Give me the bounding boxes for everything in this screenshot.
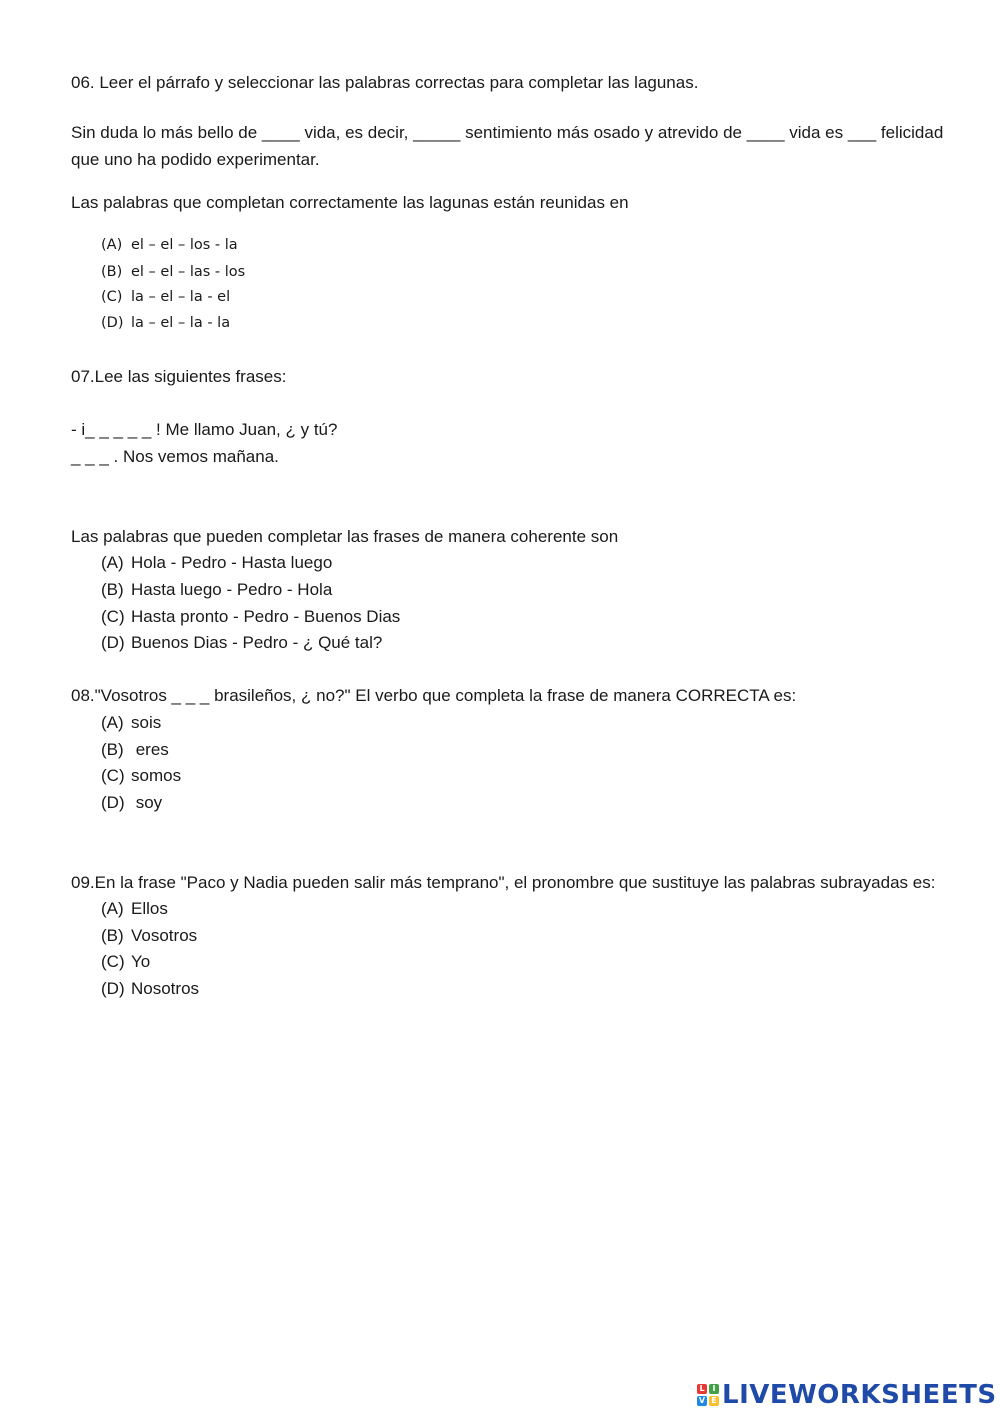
option-text: Vosotros	[131, 926, 198, 945]
option-letter: (B)	[101, 740, 124, 759]
question-06-option-b[interactable]	[101, 262, 245, 282]
option-letter: (A)	[101, 713, 124, 732]
question-09-option-b[interactable]	[101, 926, 197, 946]
option-letter: (C)	[101, 607, 125, 626]
option-letter: (B)	[101, 264, 123, 280]
question-07-stem: Las palabras que pueden completar las frases de manera coherente son	[71, 527, 619, 546]
option-letter: (D)	[101, 793, 125, 812]
option-text: Hasta luego - Pedro - Hola	[131, 580, 333, 599]
question-06-option-c[interactable]	[101, 287, 230, 307]
option-letter: (D)	[101, 979, 125, 998]
question-07-prompt: 07.Lee las siguientes frases:	[71, 367, 287, 386]
option-text: el – el – las - los	[131, 264, 246, 280]
logo-grid-icon	[697, 1384, 719, 1406]
option-letter: (B)	[101, 580, 124, 599]
option-text: Buenos Dias - Pedro - ¿ Qué tal?	[131, 633, 383, 652]
question-07-option-c[interactable]	[101, 607, 400, 627]
question-07-option-a[interactable]	[101, 553, 332, 573]
option-text: soy	[131, 793, 163, 812]
option-letter: (B)	[101, 926, 124, 945]
question-06-stem: Las palabras que completan correctamente las lagunas están reunidas en	[71, 193, 629, 212]
option-text: somos	[131, 766, 182, 785]
question-06-option-a[interactable]	[101, 235, 238, 255]
option-letter: (A)	[101, 237, 123, 253]
logo-tile: I	[709, 1384, 719, 1394]
option-text: Yo	[131, 952, 151, 971]
question-07-option-b[interactable]	[101, 580, 332, 600]
question-06-paragraph-line1: Sin duda lo más bello de ____ vida, es decir, _____ sentimiento más osado y atrevido de ____ vida es ___ felicidad	[71, 123, 944, 142]
question-09-option-a[interactable]	[101, 899, 168, 919]
option-letter: (C)	[101, 952, 125, 971]
question-07-phrase1: - i_ _ _ _ _ ! Me llamo Juan, ¿ y tú?	[71, 420, 338, 439]
option-letter: (A)	[101, 899, 124, 918]
question-06-option-d[interactable]	[101, 313, 230, 333]
option-letter: (D)	[101, 633, 125, 652]
option-text: Ellos	[131, 899, 168, 918]
logo-tile: E	[709, 1396, 719, 1406]
question-06-paragraph-line2: que uno ha podido experimentar.	[71, 150, 320, 169]
question-08-option-a[interactable]	[101, 713, 161, 733]
question-09-prompt: 09.En la frase "Paco y Nadia pueden salir más temprano", el pronombre que sustituye las palabras subrayadas es:	[71, 873, 936, 892]
option-text: la – el – la - la	[131, 315, 231, 331]
logo-text: LIVEWORKSHEETS	[722, 1380, 997, 1410]
option-text: Nosotros	[131, 979, 200, 998]
option-text: eres	[131, 740, 169, 759]
option-text: Hola - Pedro - Hasta luego	[131, 553, 333, 572]
option-text: la – el – la - el	[131, 289, 231, 305]
option-text: Hasta pronto - Pedro - Buenos Dias	[131, 607, 401, 626]
question-08-option-b[interactable]	[101, 740, 169, 760]
option-text: sois	[131, 713, 162, 732]
question-09-option-d[interactable]	[101, 979, 199, 999]
question-07-phrase2: _ _ _ . Nos vemos mañana.	[71, 447, 279, 466]
question-08-option-d[interactable]	[101, 793, 162, 813]
option-letter: (C)	[101, 289, 123, 305]
option-letter: (A)	[101, 553, 124, 572]
question-08-prompt: 08."Vosotros _ _ _ brasileños, ¿ no?" El verbo que completa la frase de manera CORRECTA es:	[71, 686, 797, 705]
liveworksheets-logo[interactable]	[697, 1378, 997, 1412]
option-letter: (D)	[101, 315, 124, 331]
option-text: el – el – los - la	[131, 237, 238, 253]
question-06-prompt: 06. Leer el párrafo y seleccionar las palabras correctas para completar las lagunas.	[71, 73, 699, 92]
question-08-option-c[interactable]	[101, 766, 181, 786]
logo-tile: V	[698, 1396, 706, 1405]
option-letter: (C)	[101, 766, 125, 785]
question-09-option-c[interactable]	[101, 952, 150, 972]
logo-tile: L	[697, 1384, 707, 1394]
question-07-option-d[interactable]	[101, 633, 382, 653]
